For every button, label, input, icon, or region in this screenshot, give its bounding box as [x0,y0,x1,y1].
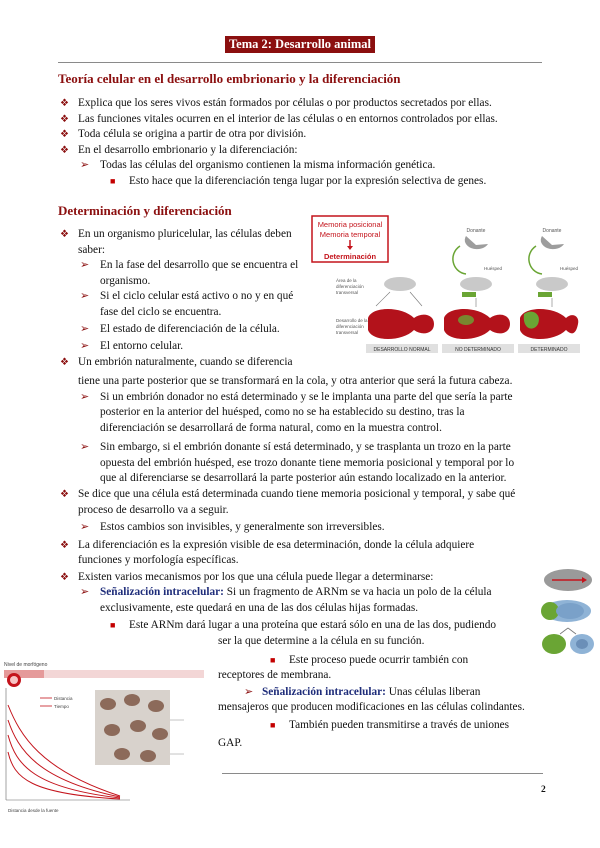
caption-not-determined: NO DETERMINADO [455,347,501,353]
svg-text:Tiempo: Tiempo [54,704,69,709]
box-line-1: Memoria posicional [317,220,383,229]
embryo-not-determined [444,309,510,339]
list-item: ❖ En el desarrollo embrionario y la diferenciación: [60,143,298,156]
morphogen-figure [0,660,215,815]
sub-item: ➢ Si un embrión donador no está determinado y se le implanta una parte del que sería la parte posterior en la anterior del huésped, como no se ha establecido su destino, tras la diferenciación se desarrollará de forma natural, como en la muestra control. [80,390,513,434]
list-item: ❖ Toda célula se origina a partir de otra por división. [60,128,307,140]
arrow-bullet-icon: ➢ [244,685,254,698]
subsub-item: ■ Esto hace que la diferenciación tenga lugar por la expresión selectiva de genes. [110,174,487,187]
square-bullet-icon: ■ [270,719,276,730]
arrow-bullet-icon: ➢ [80,521,90,533]
square-bullet-icon: ■ [270,654,276,665]
svg-text:diferenciación: diferenciación [336,284,364,289]
green-arrow-icon [529,246,542,274]
mechanism-list [80,585,540,634]
sub-item: ➢ Señalización intracelular: Unas células liberan [244,685,481,698]
daughter-cell-icon [542,634,566,654]
svg-text:Donante: Donante [542,228,562,234]
donor-cell-icon [541,236,564,249]
subsub-item: ■ Este ARNm dará lugar a una proteína que estará sólo en una de las dos, pudiendo [110,619,497,631]
section2-p1: ❖ En un organismo pluricelular, las células deben saber: ➢ En la fase del desarrollo que se encuentra el organismo. ➢ Si el ciclo celular está activo o no y en qué fase del ciclo se encuentra. ➢ El estado de diferenciación de la célula. ➢ El entorno celular. ❖ Un embrión naturalmente, cuando se diferencia [60,227,320,371]
subsub-item: ■ Este proceso puede ocurrir también con [270,653,469,666]
section2-p2: tiene una parte posterior que se transformará en la cola, y otra anterior que será la futura cabeza. ➢ Si un embrión donador no está determinado y se le implanta una parte del que sería la parte posterior en la anterior del huésped, como no se ha establecido su destino, tras la diferenciación se desarrollará de forma natural, como en la muestra control. ➢ Sin embargo, si el embrión donante sí está determinado, y se trasplanta un trozo en la parte opuesta del embrión huésped, ese trozo donante tiene memoria posicional y temporal por lo que al diferenciarse se desarrollará la parte posterior aún estando localizado en la anterior. [78,374,548,487]
green-arrow-icon [453,246,466,274]
sub-item: ➢ Sin embargo, si el embrión donante sí está determinado, y se trasplanta un trozo en la parte opuesta del embrión huésped, ese trozo donante tiene memoria posicional y temporal por lo que al diferenciarse se desarrollará la parte posterior aún estando localizado en la anterior. [80,441,515,484]
morphogen-title: Nivel de morfógeno [4,662,48,668]
sub-item: ➢ Estos cambios son invisibles, y generalmente son irreversibles. [80,521,385,533]
square-bullet-icon: ■ [110,620,116,630]
section1-list [60,96,550,189]
svg-text:diferenciación: diferenciación [336,324,364,329]
diamond-bullet-icon: ❖ [60,489,69,500]
diamond-bullet-icon: ❖ [60,229,69,240]
svg-text:Huésped: Huésped [560,266,579,271]
grey-disc [384,277,416,291]
diamond-bullet-icon: ❖ [60,357,69,368]
svg-text:Donante: Donante [466,228,486,234]
list-item: ❖ Las funciones vitales ocurren en el interior de las células o en entornos controlados por ellas. [60,112,498,125]
footer-divider [222,773,543,774]
determination-figure [310,214,580,359]
donor-cell-icon [465,236,488,249]
svg-text:Distancia: Distancia [54,696,73,701]
arrow-bullet-icon: ➢ [80,290,90,302]
section-heading-determinacion: Determinación y diferenciación [58,203,232,218]
title-divider [58,62,542,63]
arrow-bullet-icon: ➢ [80,441,90,453]
grey-disc [460,277,492,291]
diamond-bullet-icon: ❖ [60,113,69,125]
arrow-bullet-icon: ➢ [80,390,90,403]
page-title-box [0,36,600,54]
diamond-bullet-icon: ❖ [60,539,69,551]
arrow-bullet-icon: ➢ [80,323,90,335]
sub-item: ➢ El estado de diferenciación de la célula. [80,323,280,335]
list-item: ❖ Explica que los seres vivos están formados por células o por productos secretados por ellas. [60,97,492,109]
svg-text:transversal: transversal [336,330,359,335]
diamond-bullet-icon: ❖ [60,571,69,583]
caption-determined: DETERMINADO [530,347,568,353]
grey-disc [536,277,568,291]
morphogen-xlabel: Distancia desde la fuente [8,808,59,813]
svg-text:Huésped: Huésped [484,266,503,271]
continued-text: ser la que determine a la célula en su función. ■ Este proceso puede ocurrir también con receptores de membrana. ➢ Señalización intracelular: Unas células liberan mensajeros que producen modificaciones en las células colindantes. ■ También pueden transmitirse a través de uniones GAP. [218,634,548,752]
arrow-bullet-icon: ➢ [80,159,90,171]
sub-item: ➢ En la fase del desarrollo que se encuentra el organismo. [80,259,299,287]
subsub-item: ■ También pueden transmitirse a través de uniones [270,718,510,731]
svg-text:Área de la: Área de la [336,278,357,283]
arrow-bullet-icon: ➢ [80,586,90,598]
sub-item: ➢ Todas las células del organismo contienen la misma información genética. [80,159,436,171]
sub-item: ➢ El entorno celular. [80,339,184,352]
diamond-bullet-icon: ❖ [60,129,69,140]
box-line-2: Memoria temporal [319,230,381,239]
sub-item: ➢ Si el ciclo celular está activo o no y en qué fase del ciclo se encuentra. [80,290,294,318]
svg-text:Desarrollo de la: Desarrollo de la [336,318,368,323]
diamond-bullet-icon: ❖ [60,98,69,109]
svg-text:transversal: transversal [336,290,359,295]
caption-normal: DESARROLLO NORMAL [373,347,431,353]
section-heading-teoria: Teoría celular en el desarrollo embrionario y la diferenciación [58,71,401,86]
square-bullet-icon: ■ [110,175,116,186]
cell-division-figure [540,566,596,658]
box-result: Determinación [323,252,377,261]
embryo-normal [368,309,434,339]
sub-item: ➢ Señalización intracelular: Si un fragmento de ARNm se va hacia un polo de la célula exclusivamente, este quedará en una de las dos células hijas formadas. [80,586,492,614]
diamond-bullet-icon: ❖ [60,144,69,156]
section2-p3: ❖ Se dice que una célula está determinada cuando tiene memoria posicional y temporal, y sabe qué proceso de desarrollo va a seguir. ➢ Estos cambios son invisibles, y generalmente son irreversibles. ❖ La diferenciación es la expresión visible de esa determinación, donde la célula adquiere funciones y morfología específicas. ❖ Existen varios mecanismos por los que una célula puede llegar a determinarse: [60,487,550,585]
arrow-bullet-icon: ➢ [80,339,90,352]
page-number: 2 [541,785,546,795]
page-title: Tema 2: Desarrollo animal [225,36,375,53]
arrow-bullet-icon: ➢ [80,259,90,271]
